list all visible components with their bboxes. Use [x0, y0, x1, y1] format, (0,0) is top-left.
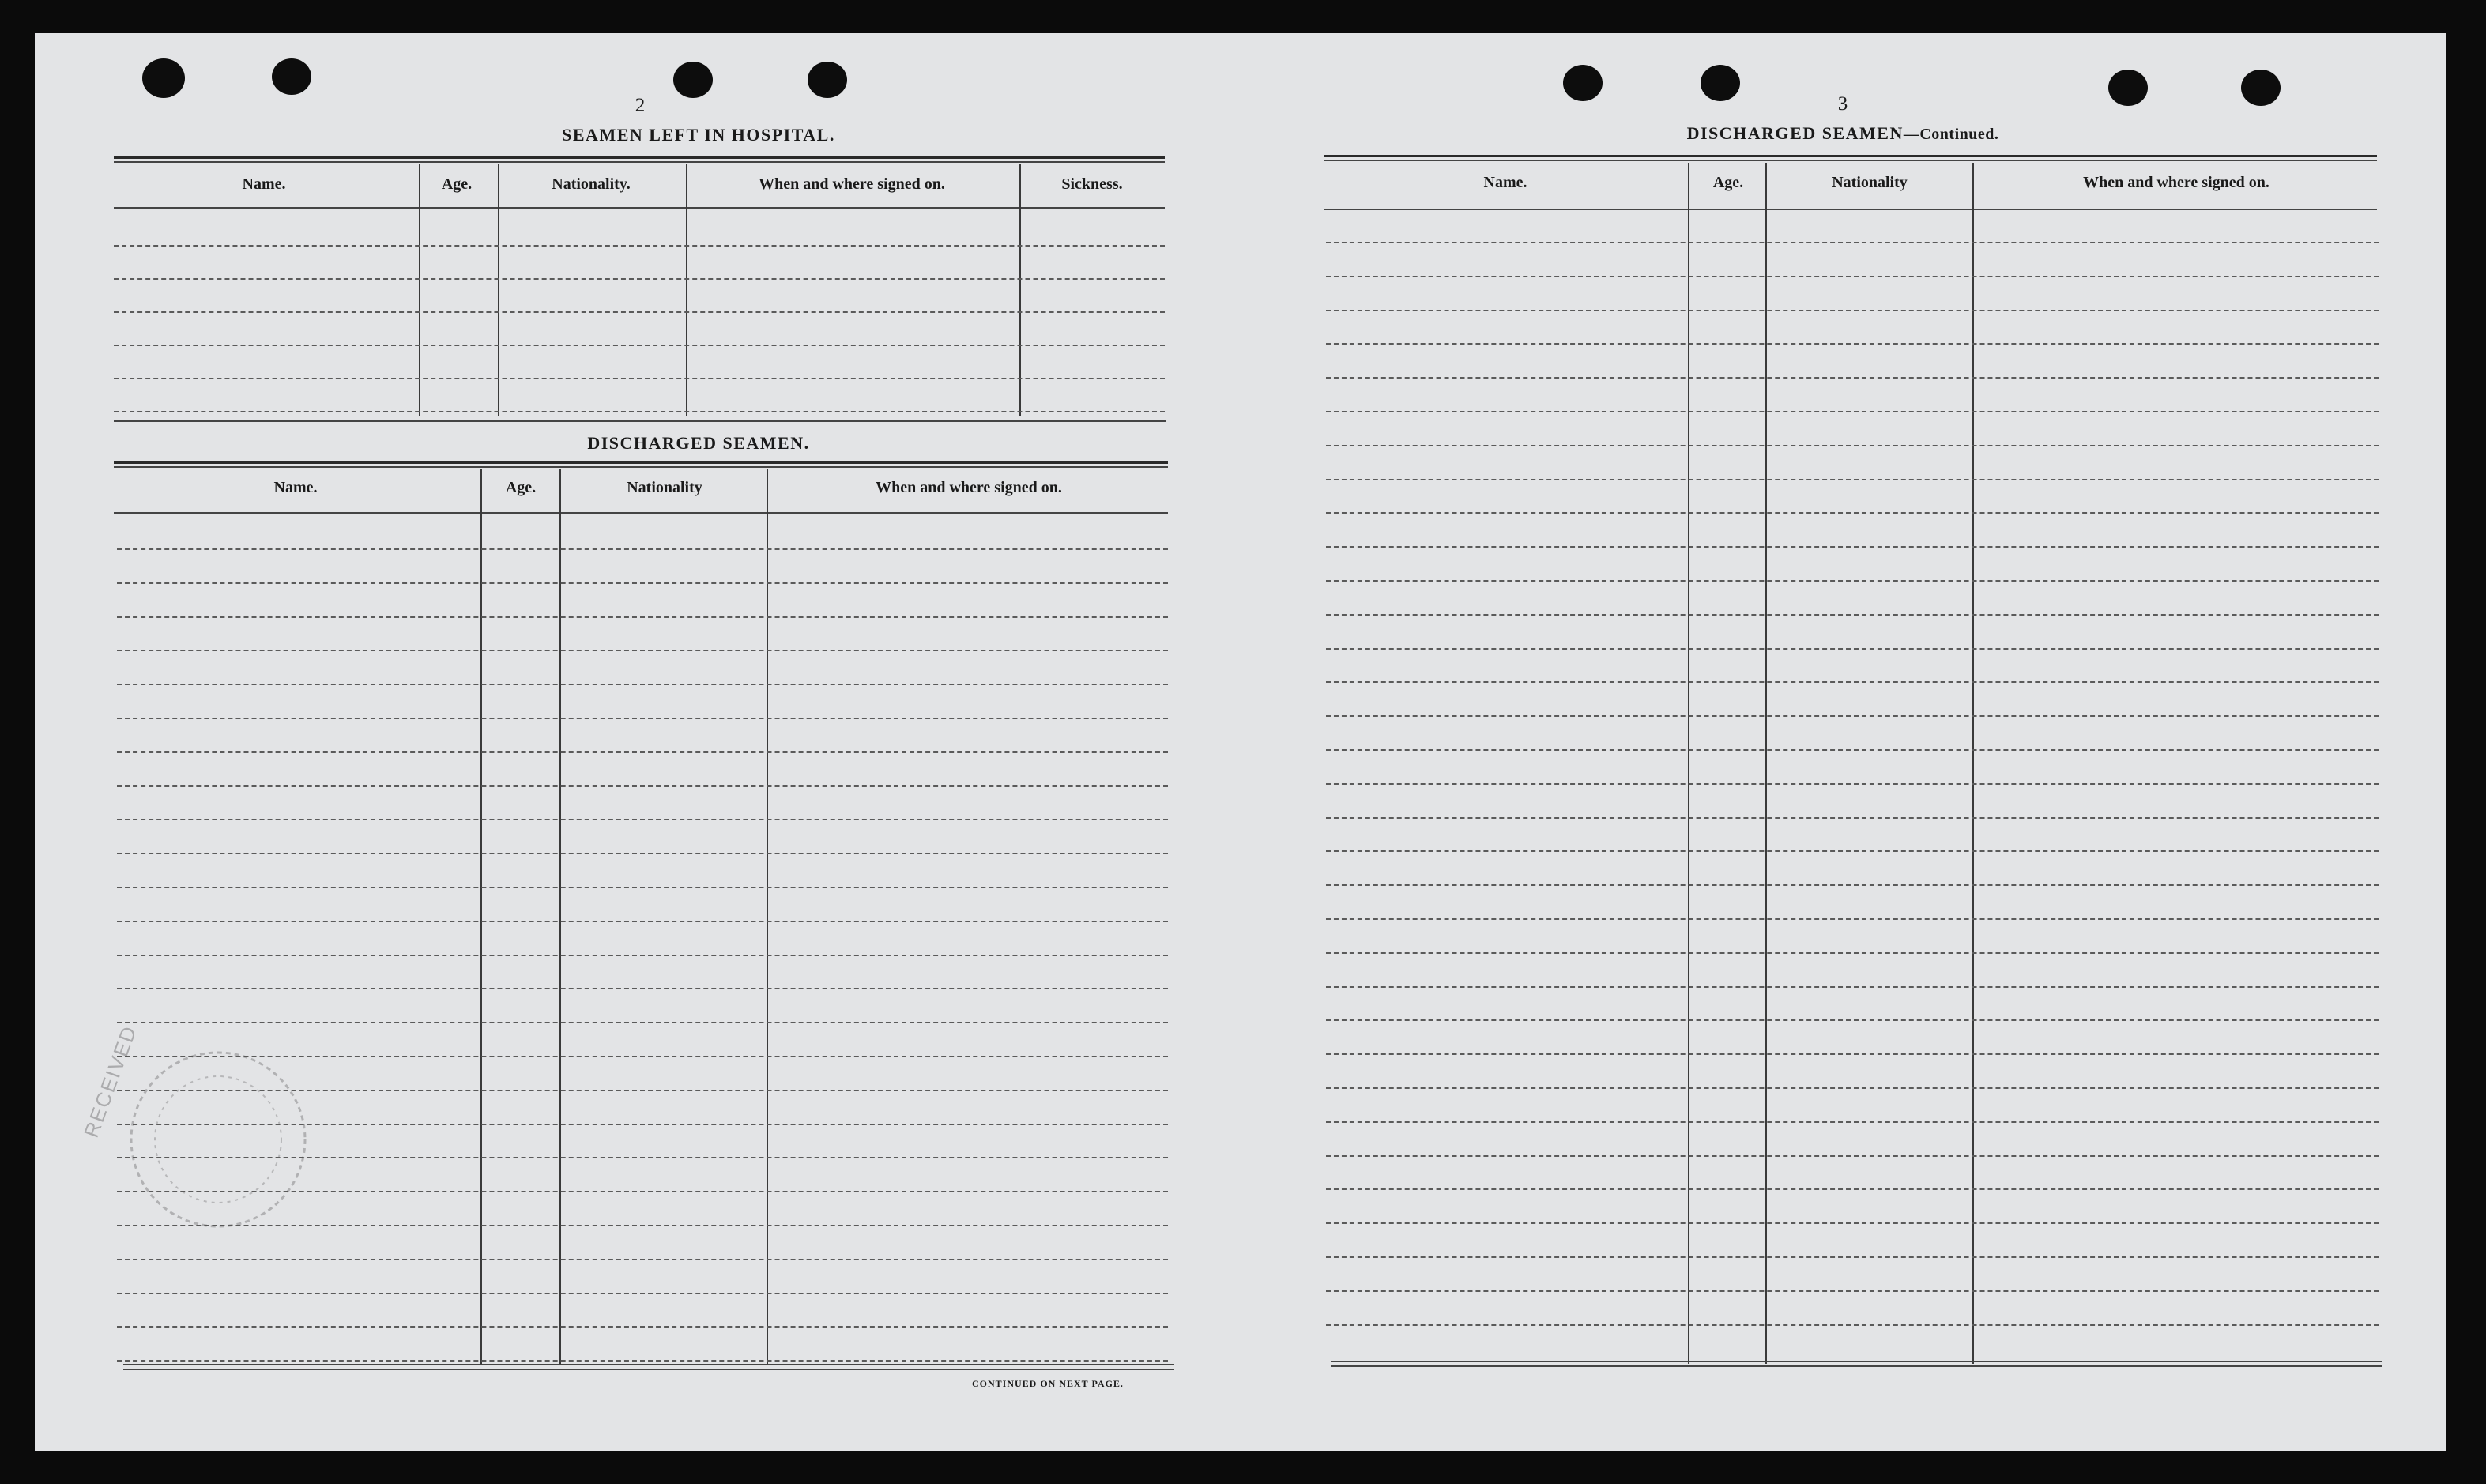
- entry-row-line: [114, 378, 1165, 379]
- table-top-rule: [114, 161, 1165, 163]
- punch-hole: [142, 58, 185, 98]
- table-top-rule: [114, 461, 1168, 464]
- entry-row-line: [1326, 817, 2379, 819]
- entry-row-line: [1326, 1155, 2379, 1157]
- continued-title-main: DISCHARGED SEAMEN: [1686, 123, 1904, 143]
- entry-row-line: [1326, 546, 2379, 548]
- entry-row-line: [1326, 1188, 2379, 1190]
- table-top-rule: [114, 466, 1168, 468]
- entry-row-line: [1326, 1087, 2379, 1089]
- entry-row-line: [1326, 884, 2379, 886]
- page-number: 3: [1837, 93, 1848, 115]
- entry-row-line: [114, 245, 1165, 247]
- table-top-rule: [114, 156, 1165, 159]
- entry-row-line: [1326, 411, 2379, 412]
- entry-row-line: [1326, 310, 2379, 311]
- column-header-age: Age.: [505, 479, 537, 496]
- punch-hole: [2241, 70, 2281, 106]
- entry-row-line: [117, 1293, 1168, 1294]
- column-header-signed-on: When and where signed on.: [2083, 174, 2269, 191]
- column-header-name: Name.: [273, 479, 318, 496]
- continued-note: CONTINUED ON NEXT PAGE.: [972, 1378, 1124, 1389]
- punch-hole: [1701, 65, 1740, 101]
- entry-row-line: [117, 548, 1168, 550]
- entry-row-line: [117, 819, 1168, 820]
- punch-hole: [808, 62, 847, 98]
- document-sheet: [35, 33, 2446, 1451]
- entry-row-line: [1326, 986, 2379, 988]
- entry-row-line: [1326, 580, 2379, 582]
- entry-row-line: [1326, 343, 2379, 345]
- entry-row-line: [1326, 1290, 2379, 1292]
- column-header-nationality: Nationality: [627, 479, 702, 496]
- punch-hole: [1563, 65, 1603, 101]
- entry-row-line: [117, 887, 1168, 888]
- entry-row-line: [1326, 715, 2379, 717]
- entry-row-line: [117, 853, 1168, 854]
- entry-row-line: [1326, 783, 2379, 785]
- column-header-nationality: Nationality.: [552, 175, 631, 193]
- entry-row-line: [114, 311, 1165, 313]
- entry-row-line: [1326, 276, 2379, 277]
- entry-row-line: [1326, 952, 2379, 954]
- entry-row-line: [117, 785, 1168, 787]
- table-bottom-rule: [1331, 1361, 2382, 1362]
- column-divider: [559, 469, 561, 1364]
- page-number: 2: [635, 95, 646, 116]
- entry-row-line: [117, 1360, 1168, 1362]
- entry-row-line: [117, 718, 1168, 719]
- column-header-name: Name.: [1483, 174, 1527, 191]
- entry-row-line: [1326, 681, 2379, 683]
- column-header-signed-on: When and where signed on.: [876, 479, 1062, 496]
- table-top-rule: [1324, 155, 2377, 157]
- table-bottom-rule: [123, 1364, 1174, 1365]
- entry-row-line: [117, 1326, 1168, 1328]
- table-bottom-rule: [123, 1369, 1174, 1370]
- entry-row-line: [1326, 1019, 2379, 1021]
- table-bottom-rule: [114, 420, 1166, 422]
- continued-section-title: [1527, 123, 2159, 144]
- entry-row-line: [1326, 918, 2379, 920]
- column-header-name: Name.: [242, 175, 286, 193]
- entry-row-line: [114, 345, 1165, 346]
- header-underline: [1324, 209, 2377, 210]
- entry-row-line: [1326, 614, 2379, 616]
- entry-row-line: [1326, 512, 2379, 514]
- header-underline: [114, 207, 1165, 209]
- column-header-signed-on: When and where signed on.: [759, 175, 945, 193]
- discharged-section-title: DISCHARGED SEAMEN.: [587, 433, 810, 453]
- column-divider: [480, 469, 482, 1364]
- entry-row-line: [117, 650, 1168, 651]
- column-divider: [767, 469, 768, 1364]
- entry-row-line: [1326, 479, 2379, 480]
- continued-title-suffix: —Continued.: [1903, 126, 1999, 143]
- received-stamp: [76, 1013, 360, 1250]
- punch-hole: [2108, 70, 2148, 106]
- column-header-age: Age.: [1712, 174, 1744, 191]
- table-top-rule: [1324, 160, 2377, 161]
- entry-row-line: [117, 921, 1168, 922]
- entry-row-line: [1326, 1222, 2379, 1224]
- punch-hole: [673, 62, 713, 98]
- entry-row-line: [1326, 1053, 2379, 1055]
- entry-row-line: [117, 1259, 1168, 1260]
- entry-row-line: [114, 278, 1165, 280]
- entry-row-line: [1326, 377, 2379, 379]
- entry-row-line: [117, 751, 1168, 753]
- column-header-nationality: Nationality: [1832, 174, 1908, 191]
- column-header-sickness: Sickness.: [1061, 175, 1123, 193]
- entry-row-line: [1326, 445, 2379, 446]
- hospital-section-title: SEAMEN LEFT IN HOSPITAL.: [562, 125, 835, 145]
- punch-hole: [272, 58, 311, 95]
- entry-row-line: [1326, 850, 2379, 852]
- header-underline: [114, 512, 1168, 514]
- svg-text:RECEIVED: RECEIVED: [79, 1022, 142, 1141]
- entry-row-line: [117, 684, 1168, 685]
- entry-row-line: [1326, 1121, 2379, 1123]
- entry-row-line: [1326, 749, 2379, 751]
- table-bottom-rule: [1331, 1365, 2382, 1367]
- entry-row-line: [117, 955, 1168, 956]
- entry-row-line: [114, 411, 1165, 412]
- entry-row-line: [1326, 242, 2379, 243]
- entry-row-line: [1326, 1256, 2379, 1258]
- entry-row-line: [1326, 1324, 2379, 1326]
- column-header-age: Age.: [441, 175, 473, 193]
- entry-row-line: [117, 616, 1168, 618]
- entry-row-line: [1326, 648, 2379, 650]
- entry-row-line: [117, 988, 1168, 989]
- entry-row-line: [117, 582, 1168, 584]
